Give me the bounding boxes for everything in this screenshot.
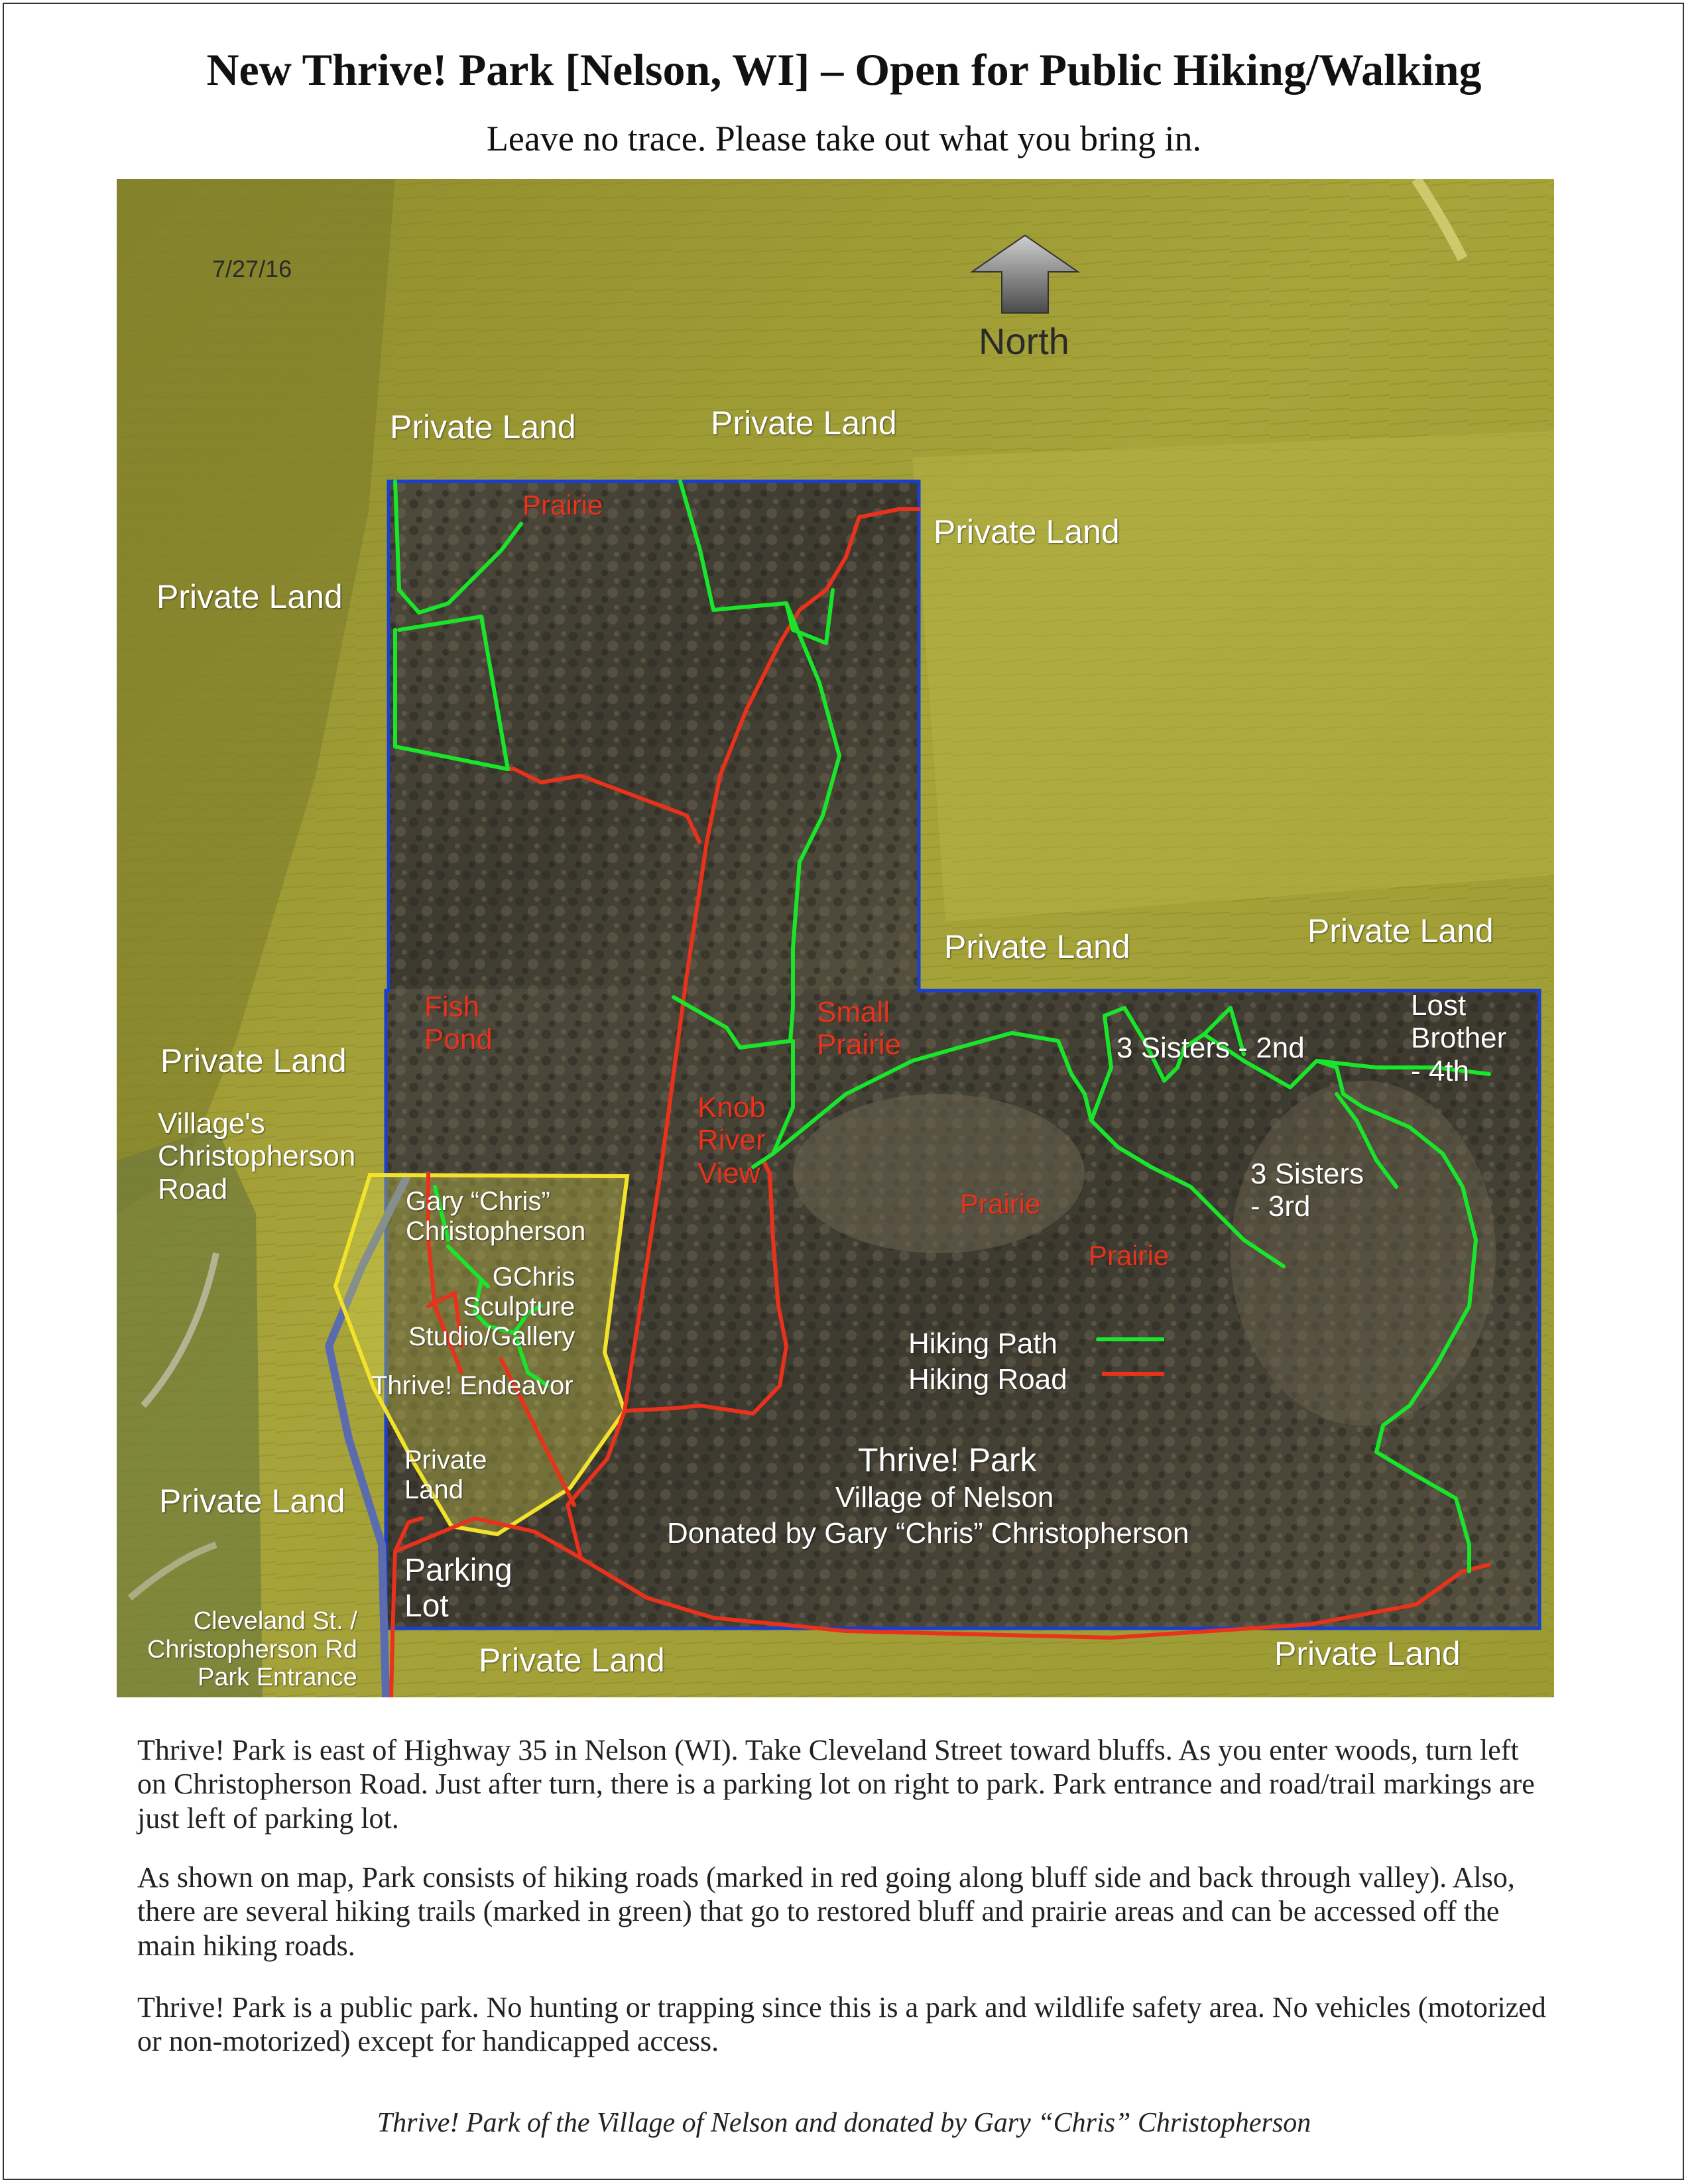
thrive-endeavor-label: Thrive! Endeavor <box>371 1371 573 1400</box>
private-land-label: Private Land <box>156 578 343 615</box>
prairie-label: Prairie <box>960 1188 1041 1219</box>
private-land-label: Private Land <box>479 1642 665 1679</box>
park-name-label: Thrive! Park <box>858 1441 1037 1479</box>
prairie-label: Prairie <box>522 489 603 520</box>
private-land-label: Private Land <box>160 1042 347 1079</box>
private-land-label: Private Land <box>934 513 1120 550</box>
knob-river-view-label: Knob River View <box>697 1091 766 1189</box>
prairie-label: Prairie <box>1089 1240 1170 1271</box>
private-land-label: Private Land <box>1307 912 1494 949</box>
park-donated-label: Donated by Gary “Chris” Christopherson <box>667 1517 1189 1549</box>
description-paragraph-1: Thrive! Park is east of Highway 35 in Nelson (WI). Take Cleveland Street toward bluffs. As you enter woods, turn left on Christopherson Road. Just after turn, there is a parking lot on right to park. Park entrance and road/trail markings are just left of parking lot. <box>137 1734 1535 1835</box>
description-paragraph-2: As shown on map, Park consists of hiking roads (marked in red going along bluff side and back through valley). Also, there are several hiking trails (marked in green) that go to restored bluff and prairie areas and can be accessed off the main hiking roads. <box>137 1861 1515 1962</box>
three-sisters-3rd-label: 3 Sisters - 3rd <box>1250 1158 1364 1223</box>
village-road-label: Village's Christopherson Road <box>158 1107 356 1205</box>
legend-road-label: Hiking Road <box>908 1363 1067 1396</box>
footer-credit: Thrive! Park of the Village of Nelson and donated by Gary “Chris” Christopherson <box>377 2108 1311 2138</box>
fish-pond-label: Fish Pond <box>424 991 493 1056</box>
private-land-label: Private Land <box>159 1483 345 1520</box>
private-land-label: Private Land <box>944 928 1130 965</box>
description-paragraph-3: Thrive! Park is a public park. No hunting or trapping since this is a park and wildlife safety area. No vehicles (motorized or non-motorized) except for handicapped access. <box>137 1991 1546 2058</box>
three-sisters-2nd-label: 3 Sisters - 2nd <box>1116 1032 1305 1064</box>
park-entrance-label: Cleveland St. / Christopherson Rd Park Entrance <box>147 1607 357 1692</box>
owner-residence-label: Gary “Chris” Christopherson <box>406 1187 586 1246</box>
private-land-label: Private Land <box>390 408 576 446</box>
page-subtitle: Leave no trace. Please take out what you bring in. <box>486 119 1202 158</box>
legend-path-label: Hiking Path <box>908 1327 1058 1360</box>
gchris-studio-label: GChris Sculpture Studio/Gallery <box>408 1262 575 1351</box>
private-land-small-label: Private Land <box>404 1445 487 1504</box>
page-title: New Thrive! Park [Nelson, WI] – Open for Public Hiking/Walking <box>206 44 1482 95</box>
park-village-label: Village of Nelson <box>835 1481 1054 1514</box>
parking-lot-label: Parking Lot <box>404 1553 512 1624</box>
lost-brother-label: Lost Brother - 4th <box>1411 989 1507 1087</box>
park-map <box>117 179 1554 1697</box>
small-prairie-label: Small Prairie <box>817 996 902 1062</box>
private-land-label: Private Land <box>1274 1635 1461 1672</box>
map-date: 7/27/16 <box>212 255 292 282</box>
private-land-label: Private Land <box>711 404 897 442</box>
north-label: North <box>979 320 1069 362</box>
